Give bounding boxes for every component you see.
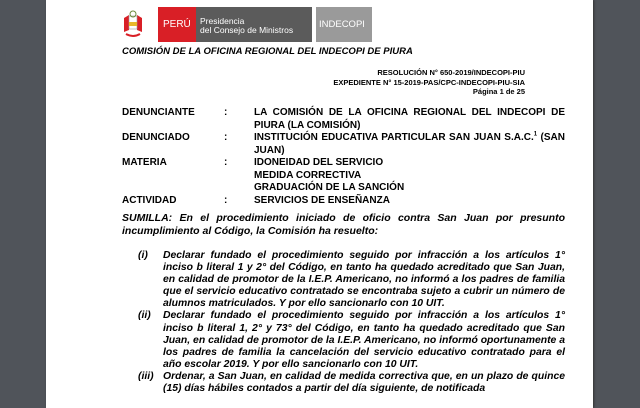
- page-number: Página 1 de 25: [472, 87, 525, 96]
- resolution-number: RESOLUCIÓN N° 650-2019/INDECOPI-PIU: [377, 68, 525, 77]
- logo-pcm: Presidencia del Consejo de Ministros: [196, 7, 312, 42]
- list-item: (ii) Declarar fundado el procedimiento seguido por infracción a los artículos 1° inciso b literal 1, 2° y 73° del Código, en tanto ha quedado acreditado que San Juan, en calidad de promotor de la I.E.P. Americano, no informó oportunamente a los padres de familia la cancelación del servicio educativo contratado para el año escolar 2019. Y por ello sancionarlo con 10 UIT.: [138, 310, 565, 370]
- document-body: [122, 0, 565, 401]
- commission-title: COMISIÓN DE LA OFICINA REGIONAL DEL INDECOPI DE PIURA: [122, 46, 413, 57]
- field-materia: MATERIA : IDONEIDAD DEL SERVICIO MEDIDA CORRECTIVA GRADUACIÓN DE LA SANCIÓN: [122, 157, 405, 193]
- logo-peru: PERÚ: [158, 7, 196, 42]
- field-actividad: ACTIVIDAD : SERVICIOS DE ENSEÑANZA: [122, 194, 390, 206]
- summary: SUMILLA: En el procedimiento iniciado de oficio contra San Juan por presunto incumplimiento al Código, la Comisión ha resuelto:: [122, 212, 565, 237]
- field-denunciante: DENUNCIANTE : LA COMISIÓN DE LA OFICINA REGIONAL DEL INDECOPI DE PIURA (LA COMISIÓN): [122, 107, 565, 131]
- resolution-list: [138, 250, 565, 395]
- logo-indecopi: INDECOPI: [316, 7, 372, 42]
- file-number: EXPEDIENTE N° 15-2019-PAS/CPC-INDECOPI-PIU-SIA: [333, 77, 525, 87]
- list-item: (i) Declarar fundado el procedimiento seguido por infracción a los artículos 1° inciso b literal 1 y 2° del Código, en tanto ha quedado acreditado que San Juan, en calidad de promotor de la I.E.P. Americano, no informó a los padres de familia que el servicio educativo contratado se encontraba sujeto a cubrir un número de alumnos matriculados. Y por ello sancionarlo con 10 UIT.: [138, 250, 565, 310]
- list-item: (iii) Ordenar, a San Juan, en calidad de medida correctiva que, en un plazo de quince (15) días hábiles contados a partir del día siguiente, de notificada: [138, 370, 565, 395]
- field-denunciado: DENUNCIADO : INSTITUCIÓN EDUCATIVA PARTICULAR SAN JUAN S.A.C.$^1$ (SAN JUAN): [122, 131, 565, 156]
- document-page: [46, 0, 593, 408]
